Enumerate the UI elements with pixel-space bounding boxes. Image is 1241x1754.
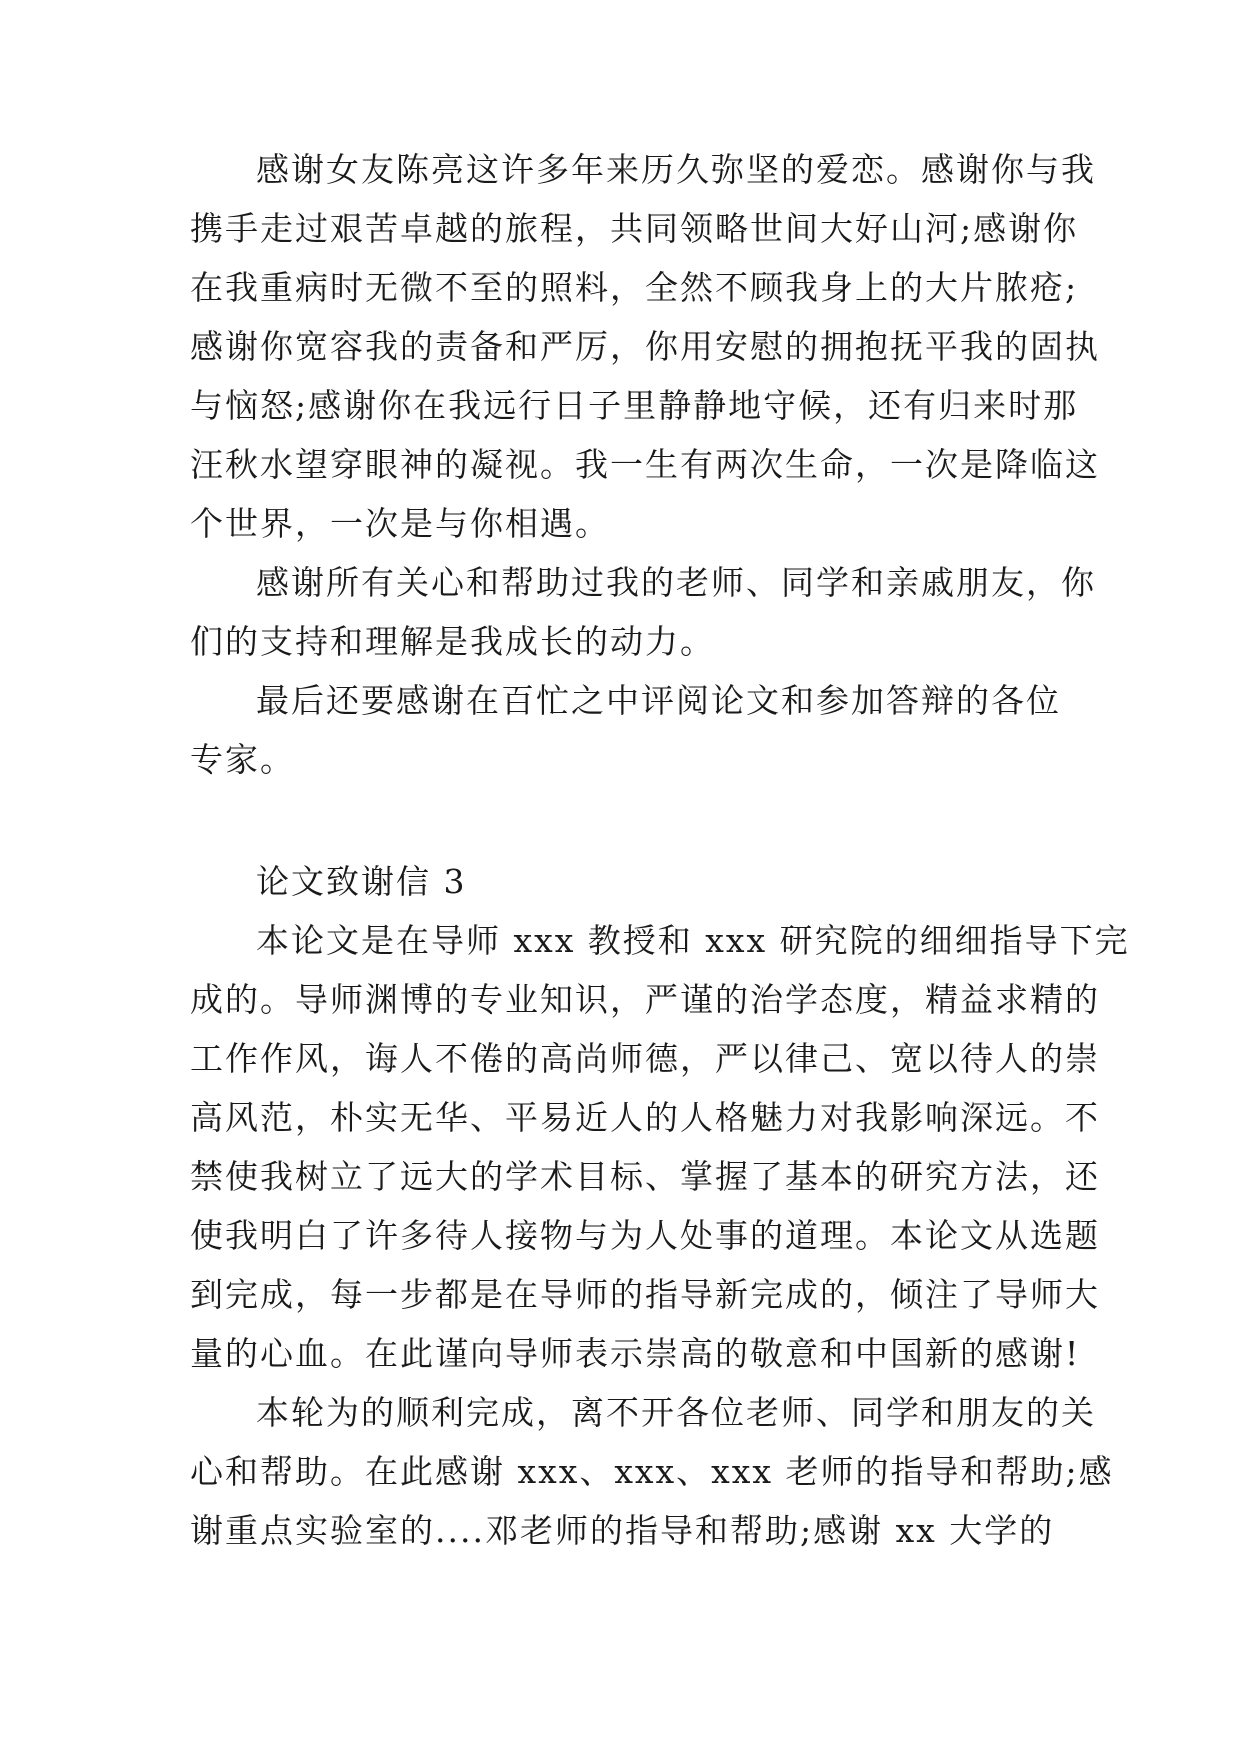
- text-line: 量的心血。在此谨向导师表示崇高的敬意和中国新的感谢!: [190, 1334, 1081, 1373]
- section-heading: 论文致谢信 3: [256, 862, 467, 901]
- text-line: 最后还要感谢在百忙之中评阅论文和参加答辩的各位: [256, 681, 1061, 720]
- text-line: 感谢你宽容我的责备和严厉，你用安慰的拥抱抚平我的固执: [190, 327, 1100, 366]
- text-line: 感谢所有关心和帮助过我的老师、同学和亲戚朋友，你: [256, 563, 1096, 602]
- text-line: 感谢女友陈亮这许多年来历久弥坚的爱恋。感谢你与我: [256, 150, 1096, 189]
- text-line: 汪秋水望穿眼神的凝视。我一生有两次生命，一次是降临这: [190, 445, 1100, 484]
- text-line: 们的支持和理解是我成长的动力。: [190, 622, 715, 661]
- text-line: 与恼怒;感谢你在我远行日子里静静地守候，还有归来时那: [190, 386, 1079, 425]
- text-line: 本论文是在导师 xxx 教授和 xxx 研究院的细细指导下完: [256, 921, 1130, 960]
- text-line: 本轮为的顺利完成，离不开各位老师、同学和朋友的关: [256, 1393, 1096, 1432]
- text-line: 禁使我树立了远大的学术目标、掌握了基本的研究方法，还: [190, 1157, 1100, 1196]
- text-line: 谢重点实验室的....邓老师的指导和帮助;感谢 xx 大学的: [190, 1511, 1055, 1550]
- text-line: 使我明白了许多待人接物与为人处事的道理。本论文从选题: [190, 1216, 1100, 1255]
- text-line: 到完成，每一步都是在导师的指导新完成的，倾注了导师大: [190, 1275, 1100, 1314]
- text-line: 专家。: [190, 740, 295, 779]
- text-line: 携手走过艰苦卓越的旅程，共同领略世间大好山河;感谢你: [190, 209, 1079, 248]
- text-line: 个世界，一次是与你相遇。: [190, 504, 610, 543]
- text-line: 高风范，朴实无华、平易近人的人格魅力对我影响深远。不: [190, 1098, 1100, 1137]
- text-line: 成的。导师渊博的专业知识，严谨的治学态度，精益求精的: [190, 980, 1100, 1019]
- text-line: 在我重病时无微不至的照料，全然不顾我身上的大片脓疮;: [190, 268, 1079, 307]
- text-line: 工作作风，诲人不倦的高尚师德，严以律己、宽以待人的崇: [190, 1039, 1100, 1078]
- document-body: [190, 0, 1130, 1754]
- text-line: 心和帮助。在此感谢 xxx、xxx、xxx 老师的指导和帮助;感: [190, 1452, 1114, 1491]
